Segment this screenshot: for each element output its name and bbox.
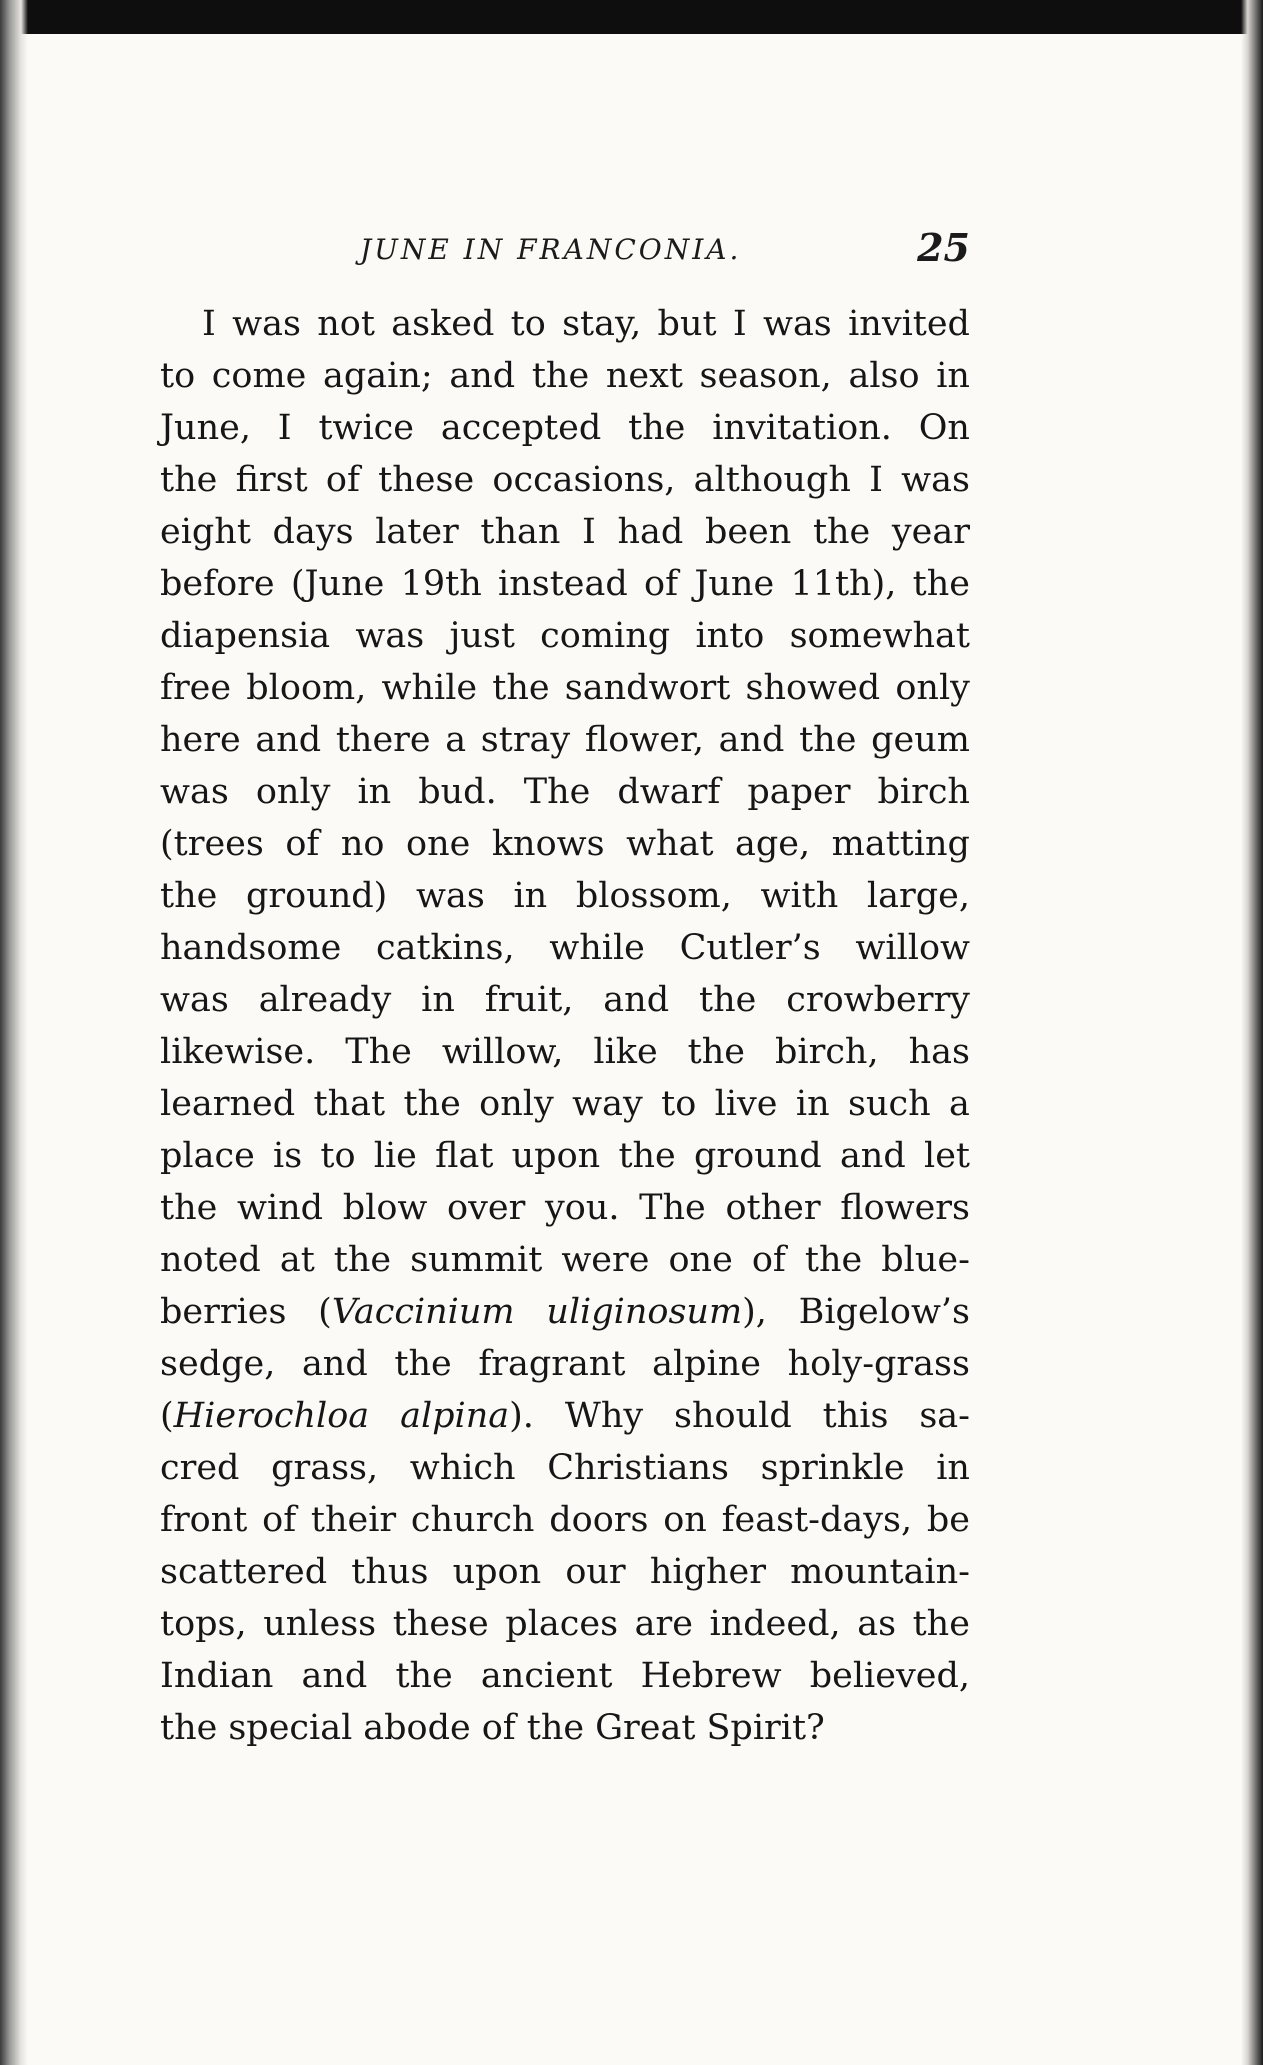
word: and bbox=[718, 720, 785, 760]
word: birch, bbox=[774, 1032, 879, 1072]
word: the bbox=[394, 1344, 452, 1384]
word: crowberry bbox=[786, 980, 970, 1020]
word: sprinkle bbox=[760, 1448, 905, 1488]
word: lie bbox=[373, 1136, 417, 1176]
word: was bbox=[355, 616, 425, 656]
word: believed, bbox=[809, 1656, 970, 1696]
word: asked bbox=[391, 304, 495, 344]
word: On bbox=[918, 408, 970, 448]
word: had bbox=[617, 512, 684, 552]
word: to bbox=[510, 304, 546, 344]
word: in bbox=[936, 1448, 970, 1488]
text-line bbox=[160, 1026, 970, 1078]
word: willow, bbox=[441, 1032, 564, 1072]
word: also bbox=[848, 356, 920, 396]
body-text bbox=[160, 298, 970, 1754]
word: were bbox=[561, 1240, 650, 1280]
word: that bbox=[313, 1084, 386, 1124]
word: the bbox=[628, 408, 686, 448]
word: the bbox=[403, 1084, 461, 1124]
word: I bbox=[582, 512, 596, 552]
text-line bbox=[160, 1338, 970, 1390]
word: tops, bbox=[160, 1604, 247, 1644]
text-line bbox=[160, 1182, 970, 1234]
word: was bbox=[160, 980, 229, 1020]
word: although bbox=[693, 460, 851, 500]
word: higher bbox=[649, 1552, 766, 1592]
word: occasions, bbox=[492, 460, 676, 500]
word: coming bbox=[540, 616, 671, 656]
word: next bbox=[605, 356, 683, 396]
word: other bbox=[725, 1188, 821, 1228]
word: The bbox=[639, 1188, 706, 1228]
word: geum bbox=[871, 720, 970, 760]
word: age, bbox=[735, 824, 811, 864]
word: should bbox=[674, 1396, 792, 1436]
word: the bbox=[531, 356, 590, 396]
text-line bbox=[160, 714, 970, 766]
word: sedge, bbox=[160, 1344, 276, 1384]
word: flowers bbox=[840, 1188, 970, 1228]
word: Bigelow’s bbox=[798, 1292, 970, 1332]
word: was bbox=[901, 460, 970, 500]
word: these bbox=[378, 460, 475, 500]
word: (Vaccinium bbox=[318, 1292, 515, 1332]
text-line bbox=[160, 870, 970, 922]
text-line bbox=[160, 454, 970, 506]
word: showed bbox=[745, 668, 881, 708]
text-line bbox=[160, 298, 970, 350]
word: of bbox=[751, 1240, 786, 1280]
word: come bbox=[211, 356, 307, 396]
word: invitation. bbox=[712, 408, 892, 448]
word: only bbox=[479, 1084, 554, 1124]
word: I bbox=[277, 408, 292, 448]
word: sandwort bbox=[564, 668, 731, 708]
word: one bbox=[668, 1240, 733, 1280]
word: as bbox=[857, 1604, 897, 1644]
word: (June bbox=[290, 564, 385, 604]
word: our bbox=[565, 1552, 626, 1592]
word: to bbox=[320, 1136, 356, 1176]
word: with bbox=[760, 876, 839, 916]
word: Indian bbox=[160, 1656, 274, 1696]
word: first bbox=[235, 460, 308, 500]
word: the bbox=[526, 1708, 585, 1748]
word: ancient bbox=[480, 1656, 613, 1696]
word: such bbox=[848, 1084, 931, 1124]
text-line bbox=[160, 974, 970, 1026]
word: the bbox=[804, 1240, 863, 1280]
word: alpina). bbox=[400, 1396, 534, 1436]
word: to bbox=[661, 1084, 697, 1124]
word: at bbox=[279, 1240, 315, 1280]
word: the bbox=[912, 1604, 970, 1644]
word: in bbox=[357, 772, 392, 812]
page-edge-right bbox=[1241, 0, 1263, 2065]
word: into bbox=[695, 616, 765, 656]
word: bloom, bbox=[246, 668, 367, 708]
word: was bbox=[416, 876, 485, 916]
text-line bbox=[160, 1442, 970, 1494]
word: the bbox=[618, 1136, 676, 1176]
word: but bbox=[657, 304, 717, 344]
word: the bbox=[160, 876, 218, 916]
word: upon bbox=[452, 1552, 542, 1592]
word: the bbox=[699, 980, 757, 1020]
word: in bbox=[421, 980, 455, 1020]
word: the bbox=[160, 460, 218, 500]
word: June, bbox=[160, 408, 251, 448]
word: Great bbox=[595, 1708, 696, 1748]
text-line bbox=[160, 1286, 970, 1338]
word: you. bbox=[545, 1188, 620, 1228]
word: their bbox=[310, 1500, 397, 1540]
word: blow bbox=[342, 1188, 428, 1228]
word: large, bbox=[866, 876, 970, 916]
word: (trees bbox=[160, 824, 264, 864]
word: alpine bbox=[652, 1344, 762, 1384]
word: the bbox=[912, 564, 970, 604]
word: front bbox=[160, 1500, 248, 1540]
word: summit bbox=[410, 1240, 543, 1280]
word: bud. bbox=[418, 772, 497, 812]
word: is bbox=[273, 1136, 303, 1176]
word: in bbox=[795, 1084, 830, 1124]
word: the bbox=[333, 1240, 392, 1280]
text-line bbox=[160, 1390, 970, 1442]
word: only bbox=[255, 772, 331, 812]
text-line bbox=[160, 1234, 970, 1286]
word: I bbox=[202, 304, 216, 344]
word: birch bbox=[877, 772, 970, 812]
word: and bbox=[301, 1344, 368, 1384]
word: and bbox=[255, 720, 322, 760]
word: already bbox=[258, 980, 392, 1020]
word: has bbox=[908, 1032, 970, 1072]
word: year bbox=[891, 512, 970, 552]
word: handsome bbox=[160, 928, 342, 968]
word: Christians bbox=[547, 1448, 730, 1488]
text-line bbox=[160, 922, 970, 974]
word: I bbox=[732, 304, 747, 344]
word: abode bbox=[363, 1708, 471, 1748]
word: matting bbox=[831, 824, 970, 864]
text-line bbox=[160, 558, 970, 610]
word: instead bbox=[498, 564, 628, 604]
text-line bbox=[160, 1130, 970, 1182]
word: somewhat bbox=[789, 616, 970, 656]
text-line bbox=[160, 1702, 970, 1754]
text-line bbox=[160, 506, 970, 558]
word: place bbox=[160, 1136, 255, 1176]
word: the bbox=[799, 720, 857, 760]
word: accepted bbox=[440, 408, 602, 448]
text-line bbox=[160, 1078, 970, 1130]
word: to bbox=[160, 356, 196, 396]
word: free bbox=[160, 668, 232, 708]
word: over bbox=[447, 1188, 526, 1228]
word: the bbox=[687, 1032, 745, 1072]
word: in bbox=[936, 356, 970, 396]
text-line bbox=[160, 402, 970, 454]
word: Hebrew bbox=[640, 1656, 782, 1696]
text-line bbox=[160, 350, 970, 402]
word: blue- bbox=[881, 1240, 970, 1280]
text-line bbox=[160, 610, 970, 662]
word: twice bbox=[318, 408, 415, 448]
word: live bbox=[714, 1084, 778, 1124]
word: while bbox=[549, 928, 645, 968]
word: church bbox=[410, 1500, 535, 1540]
word: there bbox=[335, 720, 431, 760]
word: indeed, bbox=[709, 1604, 841, 1644]
word: and bbox=[839, 1136, 906, 1176]
word: wind bbox=[236, 1188, 324, 1228]
text-line bbox=[160, 766, 970, 818]
word: grass, bbox=[271, 1448, 379, 1488]
word: stray bbox=[480, 720, 571, 760]
word: mountain- bbox=[790, 1552, 970, 1592]
word: (Hierochloa bbox=[160, 1396, 370, 1436]
word: a bbox=[949, 1084, 970, 1124]
word: while bbox=[381, 668, 478, 708]
word: days bbox=[272, 512, 354, 552]
text-line bbox=[160, 1494, 970, 1546]
word: Spirit? bbox=[706, 1708, 825, 1748]
word: the bbox=[160, 1708, 218, 1748]
word: likewise. bbox=[160, 1032, 316, 1072]
word: of bbox=[481, 1708, 516, 1748]
word: let bbox=[924, 1136, 970, 1176]
word: and bbox=[301, 1656, 368, 1696]
word: here bbox=[160, 720, 241, 760]
word: fruit, bbox=[484, 980, 574, 1020]
word: noted bbox=[160, 1240, 261, 1280]
word: like bbox=[593, 1032, 658, 1072]
word: just bbox=[449, 616, 515, 656]
word: catkins, bbox=[376, 928, 515, 968]
word: uliginosum), bbox=[546, 1292, 767, 1332]
word: the bbox=[395, 1656, 453, 1696]
word: ground bbox=[694, 1136, 822, 1176]
word: 11th), bbox=[790, 564, 897, 604]
word: diapensia bbox=[160, 616, 331, 656]
word: cred bbox=[160, 1448, 240, 1488]
text-line bbox=[160, 1650, 970, 1702]
word: sa- bbox=[919, 1396, 970, 1436]
word: paper bbox=[747, 772, 851, 812]
text-line bbox=[160, 1598, 970, 1650]
word: feast-days, bbox=[721, 1500, 913, 1540]
word: been bbox=[704, 512, 792, 552]
word: than bbox=[480, 512, 561, 552]
word: season, bbox=[699, 356, 832, 396]
word: Why bbox=[564, 1396, 644, 1436]
word: are bbox=[634, 1604, 693, 1644]
word: and bbox=[449, 356, 516, 396]
word: was bbox=[232, 304, 301, 344]
word: dwarf bbox=[617, 772, 721, 812]
word: be bbox=[926, 1500, 970, 1540]
word: blossom, bbox=[575, 876, 732, 916]
page-number: 25 bbox=[917, 225, 970, 270]
word: of bbox=[325, 460, 360, 500]
text-line bbox=[160, 1546, 970, 1598]
word: these bbox=[392, 1604, 489, 1644]
word: and bbox=[603, 980, 670, 1020]
word: on bbox=[663, 1500, 707, 1540]
word: scattered bbox=[160, 1552, 328, 1592]
word: ground) bbox=[245, 876, 388, 916]
word: a bbox=[445, 720, 467, 760]
word: The bbox=[345, 1032, 412, 1072]
running-title: JUNE IN FRANCONIA. bbox=[360, 233, 742, 266]
word: flower, bbox=[584, 720, 704, 760]
word: fragrant bbox=[478, 1344, 626, 1384]
word: this bbox=[822, 1396, 889, 1436]
word: June bbox=[694, 564, 775, 604]
word: was bbox=[762, 304, 832, 344]
word: I bbox=[869, 460, 883, 500]
word: upon bbox=[511, 1136, 601, 1176]
word: berries bbox=[160, 1292, 287, 1332]
word: was bbox=[160, 772, 229, 812]
scan-border-top bbox=[0, 0, 1263, 34]
word: learned bbox=[160, 1084, 296, 1124]
word: of bbox=[285, 824, 320, 864]
word: again; bbox=[323, 356, 433, 396]
word: of bbox=[644, 564, 679, 604]
word: special bbox=[228, 1708, 353, 1748]
word: which bbox=[409, 1448, 516, 1488]
word: Cutler’s bbox=[679, 928, 821, 968]
word: holy-grass bbox=[787, 1344, 970, 1384]
word: places bbox=[505, 1604, 619, 1644]
word: the bbox=[812, 512, 871, 552]
text-line bbox=[160, 662, 970, 714]
page-edge-left bbox=[0, 0, 28, 2065]
word: unless bbox=[263, 1604, 377, 1644]
word: not bbox=[317, 304, 375, 344]
word: knows bbox=[491, 824, 605, 864]
word: thus bbox=[351, 1552, 429, 1592]
word: in bbox=[513, 876, 548, 916]
word: doors bbox=[549, 1500, 649, 1540]
word: what bbox=[626, 824, 714, 864]
word: flat bbox=[435, 1136, 494, 1176]
word: the bbox=[492, 668, 550, 708]
word: of bbox=[262, 1500, 297, 1540]
word: the bbox=[160, 1188, 218, 1228]
word: willow bbox=[855, 928, 970, 968]
word: invited bbox=[848, 304, 970, 344]
word: eight bbox=[160, 512, 251, 552]
word: no bbox=[340, 824, 385, 864]
word: way bbox=[572, 1084, 643, 1124]
text-line bbox=[160, 818, 970, 870]
running-head bbox=[160, 225, 970, 275]
word: later bbox=[375, 512, 459, 552]
word: The bbox=[523, 772, 591, 812]
word: before bbox=[160, 564, 275, 604]
word: only bbox=[895, 668, 970, 708]
word: stay, bbox=[562, 304, 642, 344]
word: 19th bbox=[400, 564, 482, 604]
word: one bbox=[406, 824, 471, 864]
